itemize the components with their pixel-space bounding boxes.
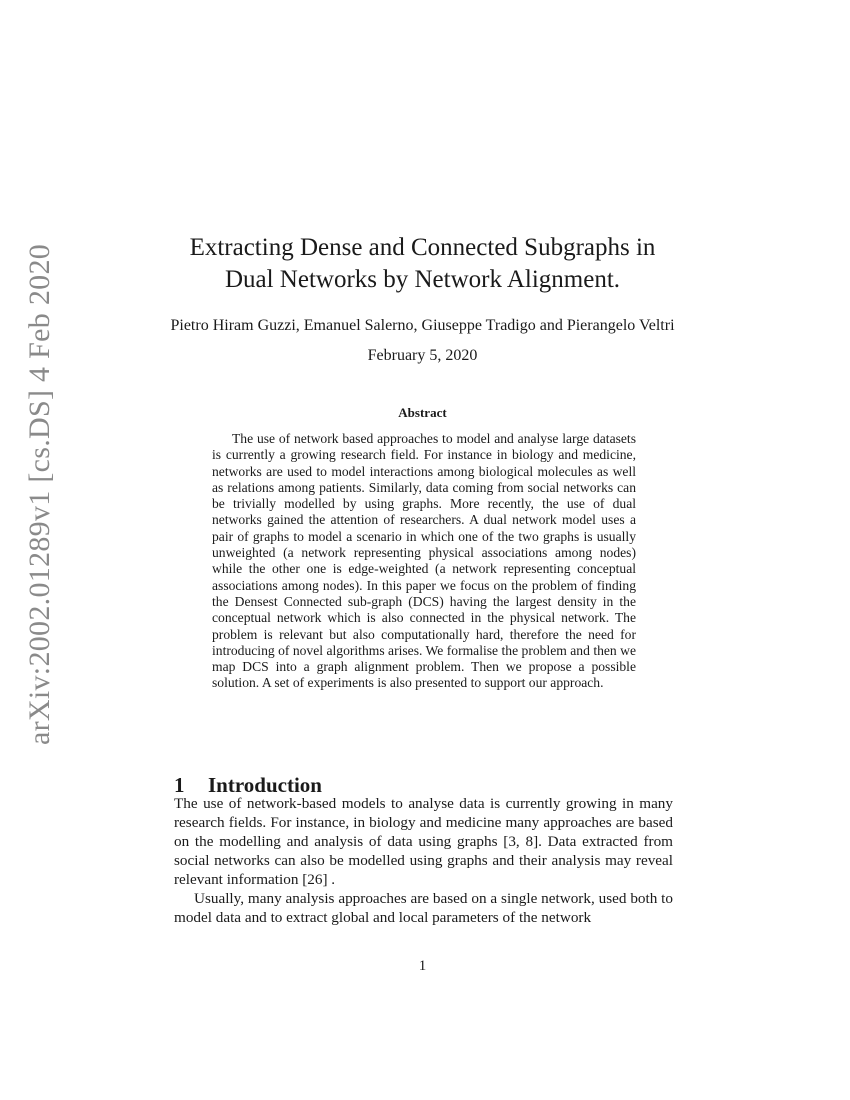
citation-link[interactable]: 3 [508,833,516,850]
abstract-heading: Abstract [398,405,447,420]
paragraph-text: The use of network-based models to analyse data is currently growing in many research fields. For instance, in biology and medicine many approaches are based on the modelling and analysis of data using graphs [ [174,795,673,850]
paragraph-text: ]. Data extracted from social networks can also be modelled using graphs and their analysis may reveal relevant information [ [174,833,673,888]
arxiv-identifier-stamp: arXiv:2002.01289v1 [cs.DS] 4 Feb 2020 [23,243,56,745]
citation-link[interactable]: 8 [525,833,534,850]
publication-date: February 5, 2020 [367,347,478,364]
author-list: Pietro Hiram Guzzi, Emanuel Salerno, Giuseppe Tradigo and Pierangelo Veltri [170,317,675,334]
page-number: 1 [418,958,427,974]
paragraph [174,794,673,889]
citation-link[interactable]: 26 [307,871,323,888]
paragraph-text: ] . [322,871,336,888]
paper-title-line-1: Extracting Dense and Connected Subgraphs in [189,234,656,261]
paragraph: Usually, many analysis approaches are based on a single network, used both to model data and to extract global and local parameters of the network [174,890,673,926]
citation-separator: , [515,833,526,850]
section-title: Introduction [208,773,322,798]
abstract-text: The use of network based approaches to model and analyse large datasets is currently a growing research field. For instance in biology and medicine, networks are used to model interactions among biological molecules as well as relations among patients. Similarly, data coming from social networks can be trivially modelled by using graphs. More recently, the use of dual networks gained the attention of researchers. A dual network model uses a pair of graphs to model a scenario in which one of the two graphs is usually unweighted (a network representing physical associations among nodes) while the other one is edge-weighted (a network representing conceptual associations among nodes). In this paper we focus on the problem of finding the Densest Connected sub-graph (DCS) having the largest density in the conceptual network which is also connected in the physical network. The problem is relevant but also computationally hard, therefore the need for introducing of novel algorithms arises. We formalise the problem and then we map DCS into a graph alignment problem. Then we propose a possible solution. A set of experiments is also presented to support our approach. [212,431,636,691]
paper-title [150,232,695,296]
paper-title-line-2: Dual Networks by Network Alignment. [224,266,621,293]
introduction-body [174,794,673,927]
section-number: 1 [174,773,185,798]
